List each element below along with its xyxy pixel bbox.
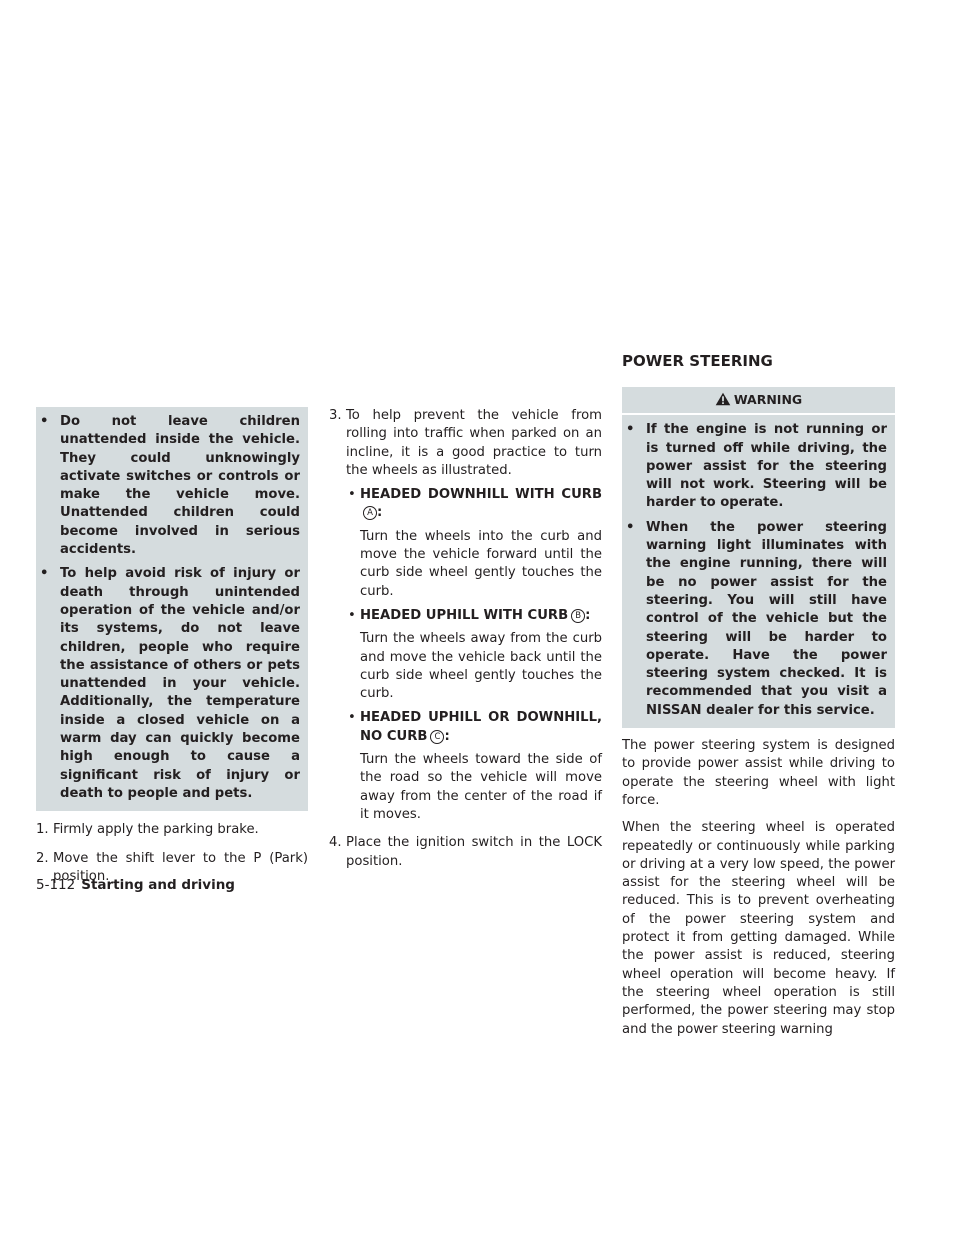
steering-warning-box [622,415,895,728]
sub-heading [360,607,602,625]
colon: : [377,505,383,521]
column-1 [36,407,308,886]
bullet-mark: • [348,607,356,623]
column-3 [622,352,895,1039]
bullet-mark: • [40,414,49,429]
warning-bullet [40,565,300,803]
warning-bullet [40,413,300,559]
bullet-mark: • [348,487,356,503]
step-number: 4. [329,835,342,851]
step-text: To help prevent the vehicle from rolling into traffic when parked on an incline, it is a good practice to turn the wheels as illustrated. [346,408,602,478]
warning-text: Do not leave children unattended inside the vehicle. They could unknowingly activate switches or controls or make the vehicle move. Unattended children could become involved in serious accidents. [60,414,300,558]
section-title: POWER STEERING [622,352,773,370]
sub-heading-text: HEADED DOWNHILL WITH CURB [360,487,602,503]
step-number: 2. [36,850,49,866]
sub-body-text: Turn the wheels into the curb and move the vehicle forward until the curb side wheel gently touches the curb. [360,528,602,599]
sub-item-uphill-curb [346,607,602,703]
step-text: Place the ignition switch in the LOCK position. [346,835,602,869]
callout-a-icon: A [363,506,377,520]
sub-heading [360,486,602,523]
sub-body-text: Turn the wheels away from the curb and move the vehicle back until the curb side wheel gently touches the curb. [360,631,602,702]
bullet-mark: • [626,422,635,438]
paragraph: When the steering wheel is operated repeatedly or continuously while parking or driving at a very low speed, the power assist for the steering wheel will be reduced. This is to prevent overheating of the power steering system and protect it from getting damaged. While the power assist is reduced, steering wheel operation will become heavy. If the steering wheel operation is still performed, the power steering may stop and the power steering warning [622,820,895,1037]
step-number: 1. [36,822,49,838]
bullet-mark: • [348,710,356,726]
step-text: Firmly apply the parking brake. [53,822,259,838]
sub-heading [360,709,602,746]
step-4 [329,834,602,871]
warning-bullet [626,421,887,512]
child-warning-box [36,407,308,811]
warning-text: When the power steering warning light illuminates with the engine running, there will be no power assist for the steering. You will still have control of the vehicle but the steering will be harder to operate. Have the power steering system checked. It is recommended that you visit a NISSAN dealer for this service. [646,519,887,718]
page-number: 5-112 [36,877,76,893]
colon: : [585,607,591,623]
warning-header [622,387,895,413]
warning-bullet [626,519,887,720]
bullet-mark: • [626,519,635,535]
sub-heading-text: HEADED UPHILL WITH CURB [360,607,569,623]
colon: : [444,728,450,744]
warning-triangle-icon [715,392,731,406]
sub-heading-text: HEADED UPHILL OR DOWNHILL, NO CURB [360,710,602,744]
bullet-mark: • [40,566,49,582]
step-1 [36,821,308,839]
callout-c-icon: C [430,730,444,744]
callout-b-icon: B [571,609,585,623]
page-footer [36,877,235,893]
warning-text: If the engine is not running or is turned off while driving, the power assist for the steering will not work. Steering will be harder to operate. [646,422,887,511]
step-3 [329,407,602,824]
step-number: 3. [329,408,342,423]
column-2 [329,407,602,871]
warning-text: To help avoid risk of injury or death through unintended operation of the vehicle and/or its systems, do not leave children, people who require the assistance of others or pets unattended in your vehicle. Additionally, the temperature inside a closed vehicle on a warm day can quickly become high enough to cause a significant risk of injury or death to people and pets. [60,566,300,801]
sub-body-text: Turn the wheels toward the side of the road so the vehicle will move away from the center of the road if it moves. [360,752,602,822]
sub-item-no-curb [346,709,602,824]
warning-label: WARNING [733,392,803,407]
chapter-title: Starting and driving [81,877,235,893]
paragraph: The power steering system is designed to provide power assist while driving to operate the steering wheel with light force. [622,738,895,808]
sub-item-downhill-curb [346,486,602,601]
step-text: Move the shift lever to the P (Park) position. [53,850,308,884]
